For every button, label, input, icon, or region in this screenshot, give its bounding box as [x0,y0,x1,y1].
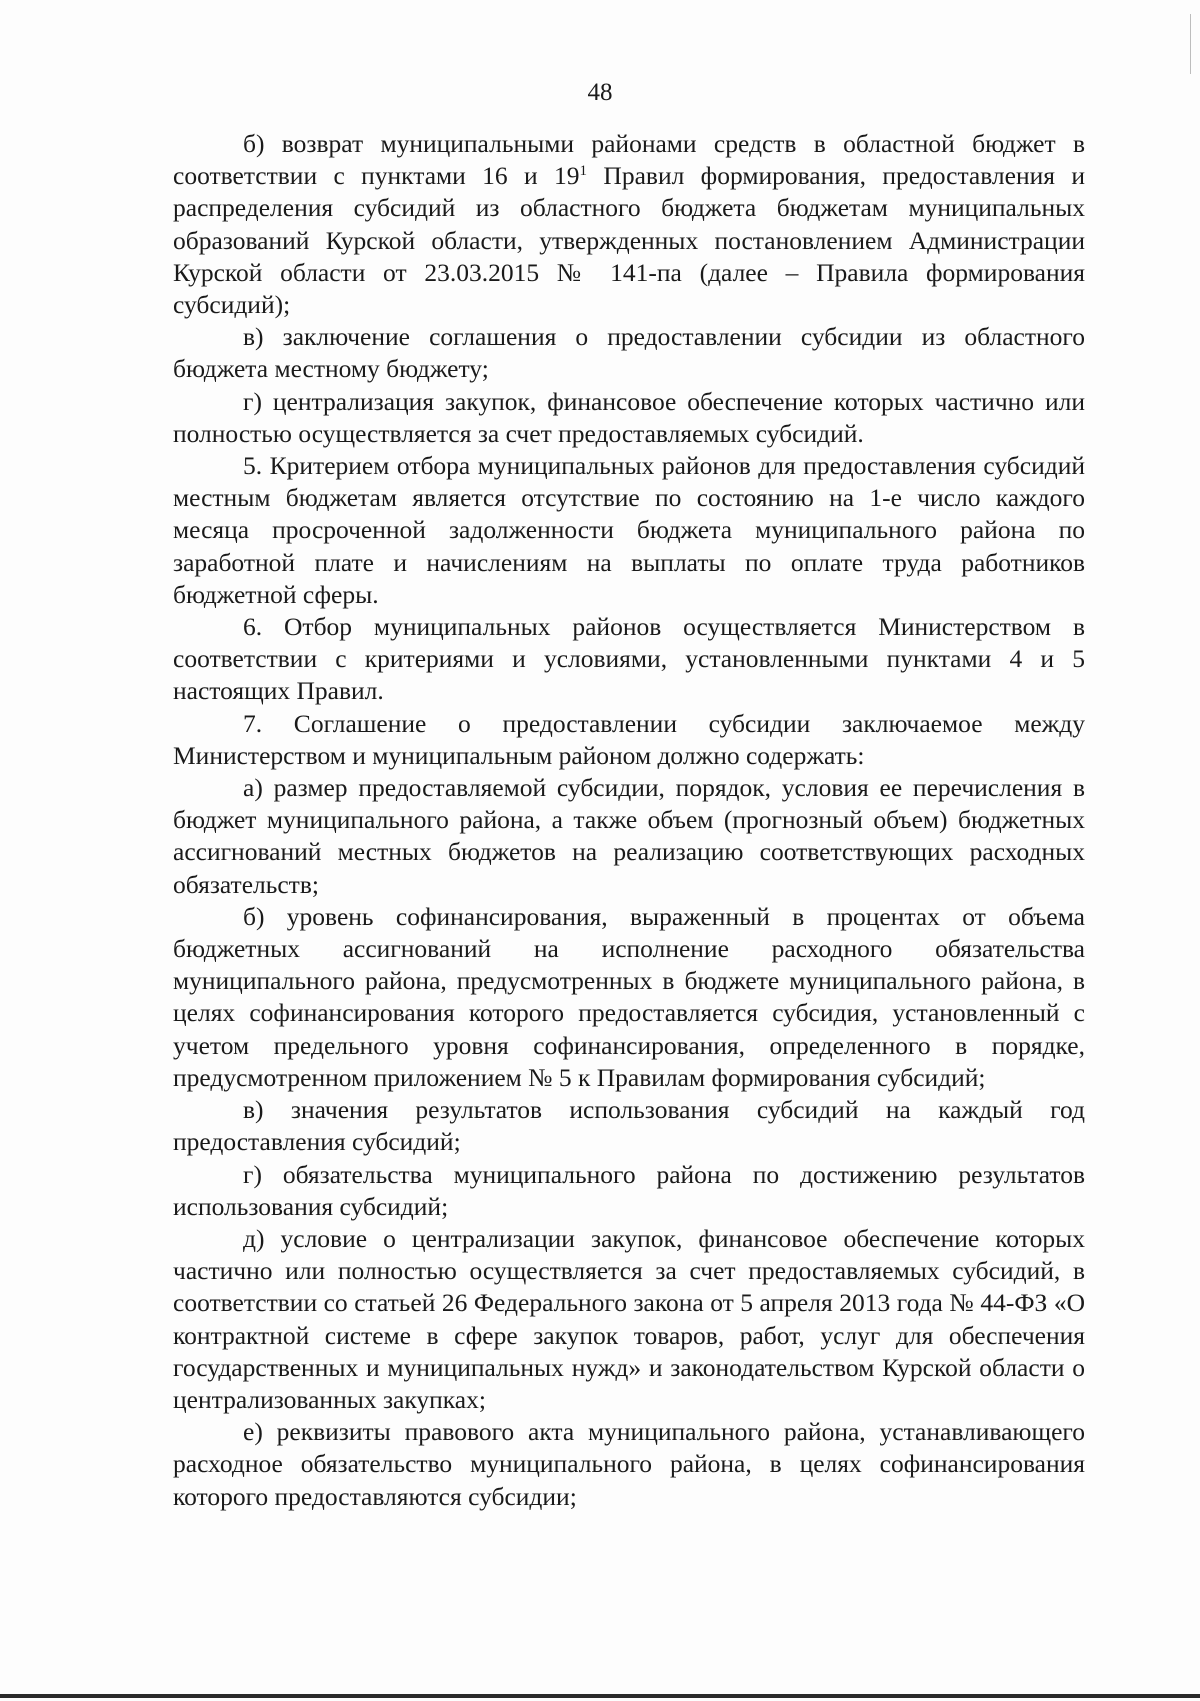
superscript-mark: 1 [579,163,588,180]
paragraph-item-v-results: в) значения результатов использования субсидий на каждый год предоставления субсидий; [173,1095,1085,1157]
paragraph-item-v-agreement: в) заключение соглашения о предоставлении субсидии из областного бюджета местному бюджету; [173,322,1085,384]
paragraph-text-cont: Правил формирования, предоставления и распределения субсидий из областного бюджета бюджетам муниципальных образований Курской области, утвержденных постановлением Администрации Курской области от 23.03.2015 № 141-па (далее – Правила формирования субсидий); [173,161,1085,320]
paragraph-item-b-return-funds [173,128,1085,321]
paragraph-item-g-centralization: г) централизация закупок, финансовое обеспечение которых частично или полностью осуществляется за счет предоставляемых субсидий. [173,386,1085,448]
paragraph-text: б) возврат муниципальными районами средств в областной бюджет в соответствии с пунктами 16 и 19 [173,129,1085,191]
paragraph-clause-5: 5. Критерием отбора муниципальных районов для предоставления субсидий местным бюджетам является отсутствие по состоянию на 1-е число каждого месяца просроченной задолженности бюджета муниципального района по заработной плате и начислениям на выплаты по оплате труда работников бюджетной сферы. [173,451,1085,609]
paragraph-item-b-cofinancing: б) уровень софинансирования, выраженный в процентах от объема бюджетных ассигнований на исполнение расходного обязательства муниципального района, предусмотренных в бюджете муниципального района, в целях софинансирования которого предоставляется субсидия, установленный с учетом предельного уровня софинансирования, определенного в порядке, предусмотренном приложением № 5 к Правилам формирования субсидий; [173,901,1085,1092]
paragraph-item-d-condition: д) условие о централизации закупок, финансовое обеспечение которых частично или полностью осуществляется за счет предоставляемых субсидий, в соответствии со статьей 26 Федерального закона от 5 апреля 2013 года № 44-ФЗ «О контрактной системе в сфере закупок товаров, работ, услуг для обеспечения государственных и муниципальных нужд» и законодательством Курской области о централизованных закупках; [173,1223,1085,1414]
paragraph-item-a-size: а) размер предоставляемой субсидии, порядок, условия ее перечисления в бюджет муниципального района, а также объем (прогнозный объем) бюджетных ассигнований местных бюджетов на реализацию соответствующих расходных обязательств; [173,773,1085,899]
scan-bottom-border [0,1694,1200,1698]
scan-edge-mark [1190,14,1191,74]
page-number: 48 [587,79,613,106]
paragraph-clause-6: 6. Отбор муниципальных районов осуществляется Министерством в соответствии с критериями и условиями, установленными пунктами 4 и 5 настоящих Правил. [173,612,1085,706]
paragraph-item-e-requisites: е) реквизиты правового акта муниципального района, устанавливающего расходное обязательство муниципального района, в целях софинансирования которого предоставляются субсидии; [173,1417,1085,1511]
document-body [173,128,1085,1513]
paragraph-item-g-obligations: г) обязательства муниципального района по достижению результатов использования субсидий; [173,1159,1085,1221]
paragraph-clause-7: 7. Соглашение о предоставлении субсидии заключаемое между Министерством и муниципальным районом должно содержать: [173,708,1085,770]
